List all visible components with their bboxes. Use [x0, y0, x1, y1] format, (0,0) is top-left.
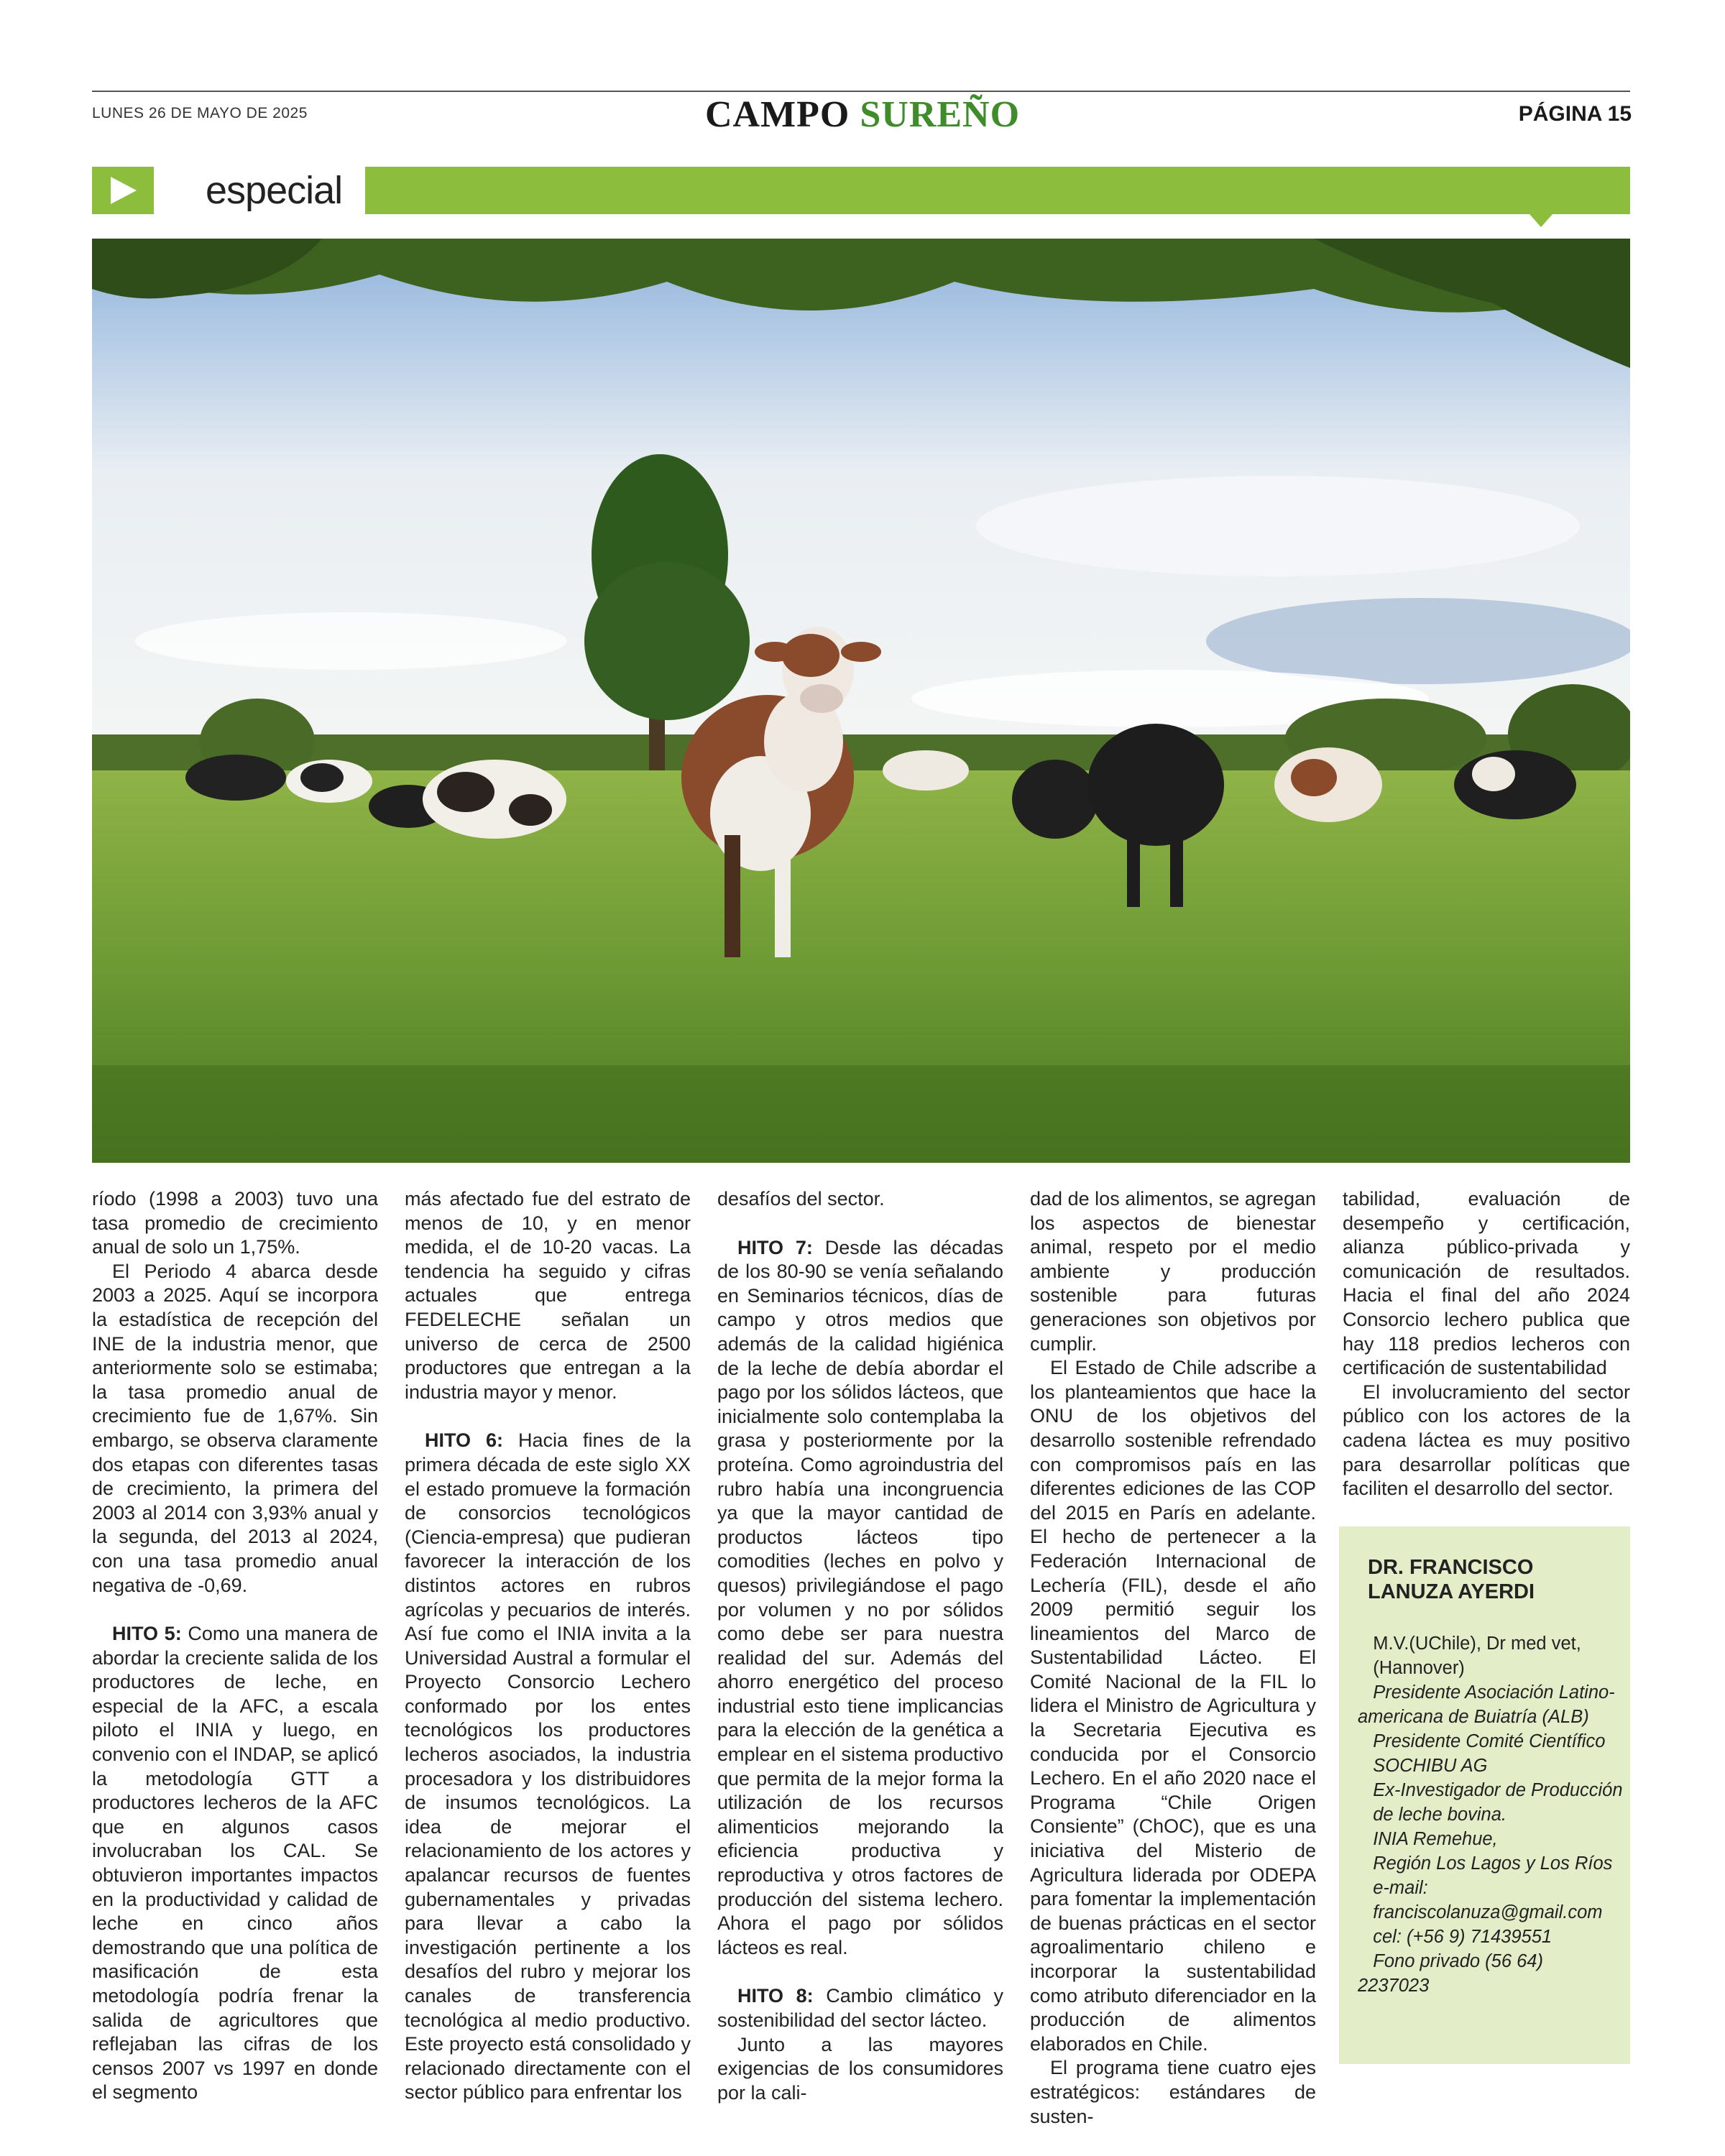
paragraph: tabilidad, evaluación de desempeño y certificación, alianza público-privada y comunicación de resultados. Hacia el final del año 2024 Consorcio lechero publica que hay 118 predios lecheros con certificación de sustentabilidad: [1343, 1188, 1630, 1379]
author-role: americana de Buiatría (ALB): [1358, 1707, 1589, 1727]
paragraph: dad de los alimentos, se agregan los aspectos de bienestar animal, respeto por el medio ambiente y producción sostenible para futuras generaciones son objetivos por cumplir.: [1030, 1188, 1316, 1355]
section-bar: [365, 167, 1630, 214]
hito-6-label: HITO 6:: [425, 1429, 503, 1452]
author-name-line: DR. FRANCISCO: [1368, 1556, 1534, 1579]
issue-date: LUNES 26 DE MAYO DE 2025: [92, 105, 308, 121]
article-column-3: [717, 1187, 1003, 2105]
hito-8-label: HITO 8:: [737, 1985, 814, 2007]
author-email: franciscolanuza@gmail.com: [1358, 1902, 1603, 1922]
author-role: Ex-Investigador de Producción: [1358, 1780, 1623, 1800]
author-phone: 2237023: [1358, 1976, 1430, 1996]
section-bar-notch: [1530, 214, 1552, 227]
hito-8-paragraph: [717, 1984, 1003, 2032]
author-role: de leche bovina.: [1358, 1805, 1506, 1825]
author-role: Presidente Asociación Latino-: [1358, 1682, 1615, 1703]
hito-5-text: Como una manera de abordar la creciente salida de los productores de leche, en especial de la AFC, a escala piloto el INIA y luego, en convenio con el INDAP, se aplicó la metodología GTT a productores lecheros de la AFC que en algunos casos involucraban los CAL. Se obtuvieron importantes impactos en la productividad y calidad de leche en cinco años demostrando que una política de masificación de esta metodología podría frenar la salida de agricultores que reflejaban las cifras de los censos 2007 vs 1997 en donde el segmento: [92, 1623, 379, 2104]
section-banner: [92, 167, 1630, 214]
article-column-2: [405, 1187, 691, 2105]
hito-7-label: HITO 7:: [737, 1236, 813, 1258]
header-rule: [92, 91, 1630, 92]
author-region: Región Los Lagos y Los Ríos: [1358, 1853, 1613, 1874]
page-number: PÁGINA 15: [1518, 102, 1632, 126]
author-institution: INIA Remehue,: [1358, 1829, 1498, 1849]
paragraph: El Estado de Chile adscribe a los planteamientos que hace la ONU de los objetivos del desarrollo sostenible refrendado con compromisos país en las diferentes ediciones de las COP del 2015 en París en adelante. El hecho de pertenecer a la Federación Internacional de Lechería (FIL), desde el año 2009 permitió seguir los lineamientos del Marco de Sustentabilidad Lácteo. El Comité Nacional de la FIL lo lidera el Ministro de Agricultura y la Secretaria Ejecutiva es conducida por el Consorcio Lechero. En el año 2020 nace el Programa “Chile Origen Consiente” (ChOC), que es una iniciativa del Misterio de Agricultura liderada por ODEPA para fomentar la implementación de buenas prácticas en el sector agroalimentario chileno e incorporar la sustentabilidad como atributo diferenciador en la producción de alimentos elaborados en Chile.: [1030, 1357, 1316, 2055]
hito-7-paragraph: [717, 1236, 1003, 1961]
author-box: [1339, 1526, 1630, 2064]
article-column-1: [92, 1187, 378, 2105]
article-column-4: [1030, 1187, 1316, 2129]
author-credential: M.V.(UChile), Dr med vet,: [1358, 1634, 1581, 1654]
masthead-word-1: CAMPO: [704, 94, 850, 135]
paragraph: ríodo (1998 a 2003) tuvo una tasa promedio de crecimiento anual de solo un 1,75%.: [92, 1188, 378, 1258]
hito-6-text: Hacia fines de la primera década de este siglo XX el estado promueve la formación de consorcios tecnológicos (Ciencia-empresa) que pudieran favorecer la interacción de los distintos actores en rubros agrícolas y pecuarios de interés. Así fue como el INIA invita a la Universidad Austral a formular el Proyecto Consorcio Lechero conformado por los entes tecnológicos los productores lecheros asociados, la industria procesadora y los distribuidores de insumos tecnológicos. La idea de mejorar el relacionamiento de los actores y apalancar recursos de fuentes gubernamentales y privadas para llevar a cabo la investigación pertinente a los desafíos del rubro y mejorar los canales de transferencia tecnológica al medio productivo. Este proyecto está consolidado y relacionado directamente con el sector público para enfrentar los: [405, 1429, 691, 2104]
hito-5-label: HITO 5:: [112, 1623, 182, 1645]
author-role: Presidente Comité Científico: [1358, 1731, 1606, 1751]
author-name: [1368, 1555, 1535, 1604]
article-column-5: [1343, 1187, 1630, 1501]
author-role: SOCHIBU AG: [1358, 1756, 1488, 1776]
author-cell: cel: (+56 9) 71439551: [1358, 1927, 1552, 1947]
author-name-line: LANUZA AYERDI: [1368, 1580, 1535, 1603]
hito-6-paragraph: [405, 1429, 691, 2105]
author-credentials: [1358, 1631, 1621, 1998]
author-phone: Fono privado (56 64): [1358, 1951, 1543, 1971]
masthead: [0, 93, 1725, 136]
paragraph: El programa tiene cuatro ejes estratégicos: estándares de susten-: [1030, 2057, 1316, 2127]
paragraph: más afectado fue del estrato de menos de 10, y en menor medida, el de 10-20 vacas. La tendencia ha seguido y cifras actuales que entrega FEDELECHE señalan un universo de cerca de 2500 productores que entregan a la industria mayor y menor.: [405, 1188, 691, 1403]
section-label: especial: [206, 169, 343, 212]
paragraph: El involucramiento del sector público con los actores de la cadena láctea es muy positivo para desarrollar políticas que faciliten el desarrollo del sector.: [1343, 1381, 1630, 1500]
hito-5-paragraph: [92, 1622, 378, 2105]
paragraph: desafíos del sector.: [717, 1188, 885, 1210]
play-arrow-icon: [92, 167, 154, 214]
pasture-cows-photo: [92, 239, 1630, 1163]
paragraph: El Periodo 4 abarca desde 2003 a 2025. Aquí se incorpora la estadística de recepción del INE de la industria menor, que anteriormente solo se estimaba; la tasa promedio anual de crecimiento fue de 1,67%. Sin embargo, se observa claramente dos etapas con diferentes tasas de crecimiento, la primera del 2003 al 2014 con 3,93% anual y la segunda, del 2013 al 2024, con una tasa promedio anual negativa de -0,69.: [92, 1260, 378, 1596]
author-credential: (Hannover): [1358, 1658, 1465, 1678]
author-email-label: e-mail:: [1358, 1878, 1428, 1898]
paragraph: Junto a las mayores exigencias de los consumidores por la cali-: [717, 2033, 1003, 2104]
hito-8-text: Cambio climático y sostenibilidad del sector lácteo.: [717, 1985, 1004, 2031]
masthead-word-2: SUREÑO: [860, 94, 1021, 135]
hito-7-text: Desde las décadas de los 80-90 se venía señalando en Seminarios técnicos, días de campo y otros medios que además de la calidad higiénica de la leche de debía abordar el pago por los sólidos lácteos, que inicialmente solo contemplaba la grasa y posteriormente por la proteína. Como agroindustria del rubro había una incongruencia ya que la mayor cantidad de productos lácteos tipo comodities (leches en polvo y quesos) privilegiándose el pago por volumen y no por sólidos como debe ser para nuestra realidad del sur. Además del ahorro energético del proceso industrial esto tiene implicancias para la elección de la genética a emplear en el sistema productivo que permita de la mejor forma la utilización de los recursos alimenticios mejorando la eficiencia productiva y reproductiva y otros factores de producción del sistema lechero. Ahora el pago por sólidos lácteos es real.: [717, 1236, 1004, 1958]
